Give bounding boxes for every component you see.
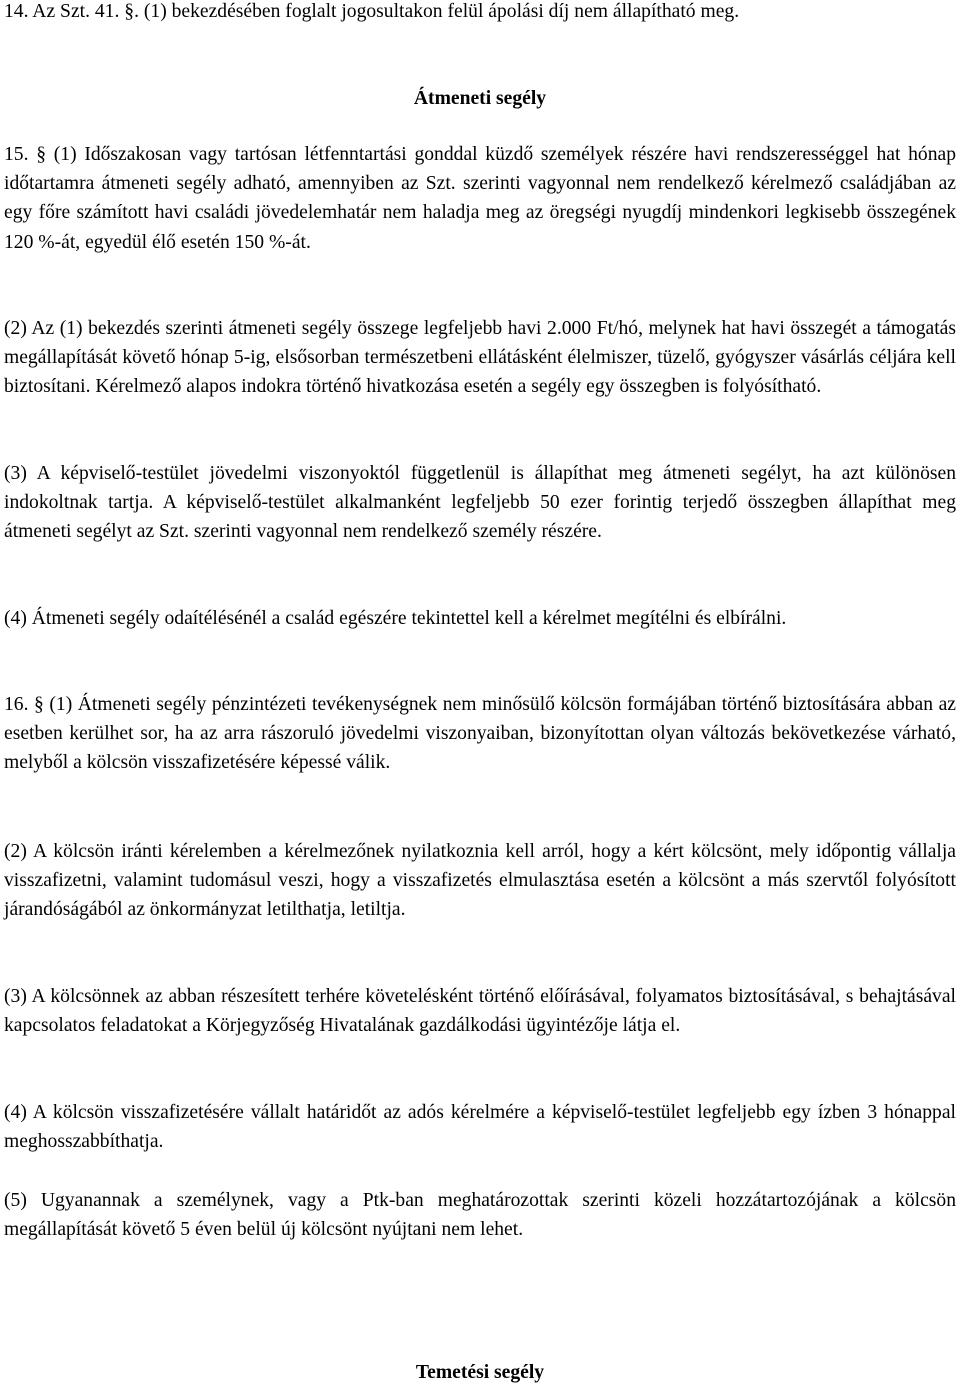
heading-atmeneti-segely: Átmeneti segély [413, 88, 547, 109]
section-16-paragraph-4: (4) A kölcsön visszafizetésére vállalt határidőt az adós kérelmére a képviselő-testület legfeljebb egy ízben 3 hónappal meghosszabbíthatja. [4, 1102, 956, 1153]
section-15-paragraph-4: (4) Átmeneti segély odaítélésénél a család egészére tekintettel kell a kérelmet megítélni és elbírálni. [4, 608, 787, 629]
document-page [4, 0, 956, 1388]
section-16-paragraph-2: (2) A kölcsön iránti kérelemben a kérelmezőnek nyilatkoznia kell arról, hogy a kért kölcsönt, mely időpontig vállalja visszafizetni, valamint tudomásul veszi, hogy a visszafizetés elmulasztása esetén a kölcsönt a más szervtől folyósított járandóságából az önkormányzat letilthatja, letiltja. [4, 841, 956, 921]
section-16-paragraph-5: (5) Ugyanannak a személynek, vagy a Ptk-ban meghatározottak szerinti közeli hozzátartozójának a kölcsön megállapítását követő 5 éven belül új kölcsönt nyújtani nem lehet. [4, 1190, 956, 1241]
section-15-paragraph-2: (2) Az (1) bekezdés szerinti átmeneti segély összege legfeljebb havi 2.000 Ft/hó, melynek hat havi összegét a támogatás megállapítását követő hónap 5-ig, elsősorban természetbeni ellátásként élelmiszer, tüzelő, gyógyszer vásárlás céljára kell biztosítani. Kérelmező alapos indokra történő hivatkozása esetén a segély egy összegben is folyósítható. [4, 318, 956, 398]
section-15-paragraph-1: 15. § (1) Időszakosan vagy tartósan létfenntartási gonddal küzdő személyek részére havi rendszerességgel hat hónap időtartamra átmeneti segély adható, amennyiben az Szt. szerinti vagyonnal nem rendelkező kérelmező családjában az egy főre számított havi családi jövedelemhatár nem haladja meg az öregségi nyugdíj mindenkori legkisebb összegének 120 %-át, egyedül élő esetén 150 %-át. [4, 144, 956, 253]
heading-temetesi-segely: Temetési segély [415, 1362, 545, 1383]
section-16-paragraph-1: 16. § (1) Átmeneti segély pénzintézeti tevékenységnek nem minősülő kölcsön formájában történő biztosítására abban az esetben kerülhet sor, ha az arra rászoruló jövedelmi viszonyaiban, bizonyítottan olyan változás bekövetkezése várható, melyből a kölcsön visszafizetésére képessé válik. [4, 694, 956, 774]
section-15-paragraph-3: (3) A képviselő-testület jövedelmi viszonyoktól függetlenül is állapíthat meg átmeneti segélyt, ha azt különösen indokoltnak tartja. A képviselő-testület alkalmanként legfeljebb 50 ezer forintig terjedő összegben állapíthat meg átmeneti segélyt az Szt. szerinti vagyonnal nem rendelkező személy részére. [4, 463, 956, 543]
section-14-paragraph: 14. Az Szt. 41. §. (1) bekezdésében foglalt jogosultakon felül ápolási díj nem állapítható meg. [4, 1, 740, 22]
section-16-paragraph-3: (3) A kölcsönnek az abban részesített terhére követelésként történő előírásával, folyamatos biztosításával, s behajtásával kapcsolatos feladatokat a Körjegyzőség Hivatalának gazdálkodási ügyintézője látja el. [4, 986, 956, 1037]
